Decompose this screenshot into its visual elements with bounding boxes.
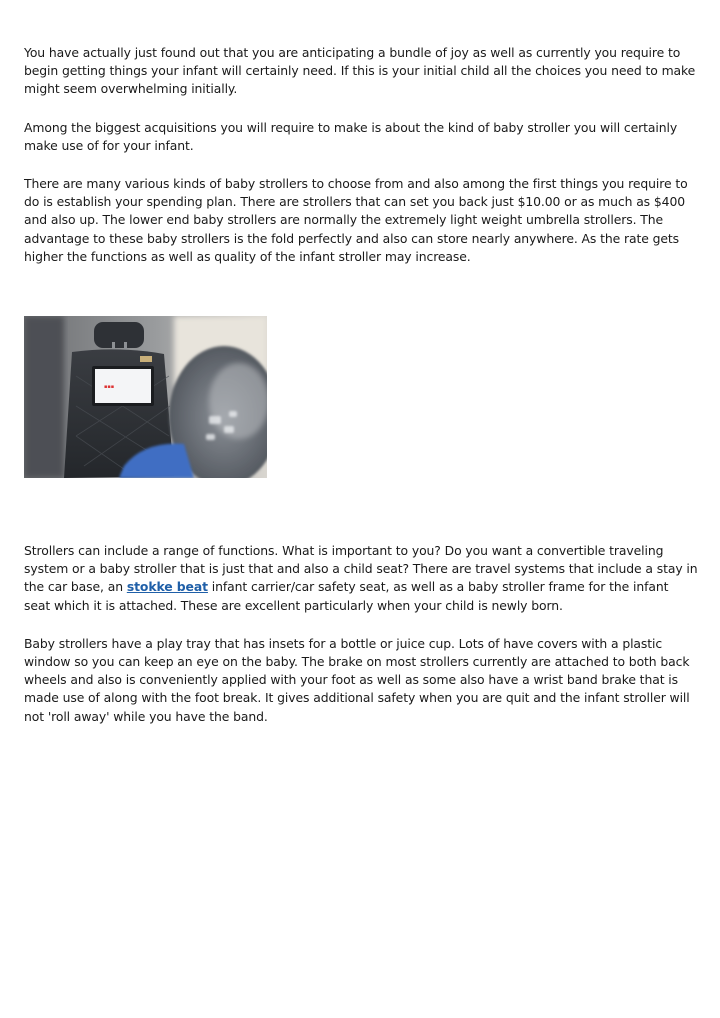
paragraph-functions-text-b: infant carrier/car safety seat, as well as a baby stroller frame for the infant seat which it is attached. These are excellent particularly when your child is newly born. <box>24 579 669 613</box>
paragraph-intro: You have actually just found out that you are anticipating a bundle of joy as well as currently you require to begin getting things your infant will certainly need. If this is your initial child all the choices you need to make might seem overwhelming initially. <box>24 45 696 97</box>
svg-text:▪▪▪: ▪▪▪ <box>104 384 115 391</box>
paragraph-play-tray: Baby strollers have a play tray that has insets for a bottle or juice cup. Lots of have covers with a plastic window so you can keep an eye on the baby. The brake on most strollers currently are attached to both back wheels and also is conveniently applied with your foot as well as some also have a wrist band brake that is made use of along with the foot break. It gives additional safety when you are quit and the infant stroller will not 'roll away' while you have the band. <box>24 635 690 724</box>
paragraph-stroller-choice: Among the biggest acquisitions you will require to make is about the kind of baby stroller you will certainly make use of for your infant. <box>24 119 678 153</box>
car-seat-organizer-image <box>24 316 267 478</box>
paragraph-functions <box>24 542 698 615</box>
paragraph-functions-text-a: Strollers can include a range of functions. What is important to you? Do you want a convertible traveling system or a baby stroller that is just that and also a child seat? There are travel systems that include a stay in the car base, an <box>24 543 698 595</box>
paragraph-budget: There are many various kinds of baby strollers to choose from and also among the first things you require to do is establish your spending plan. There are strollers that can set you back just $10.00 or as much as $400 and also up. The lower end baby strollers are normally the extremely light weight umbrella strollers. The advantage to these baby strollers is the fold perfectly and also can store nearly anywhere. As the rate gets higher the functions as well as quality of the infant stroller may increase. <box>24 176 688 264</box>
article-photo <box>24 316 267 478</box>
article-body <box>24 44 698 746</box>
stokke-beat-link[interactable]: stokke beat <box>126 579 208 595</box>
